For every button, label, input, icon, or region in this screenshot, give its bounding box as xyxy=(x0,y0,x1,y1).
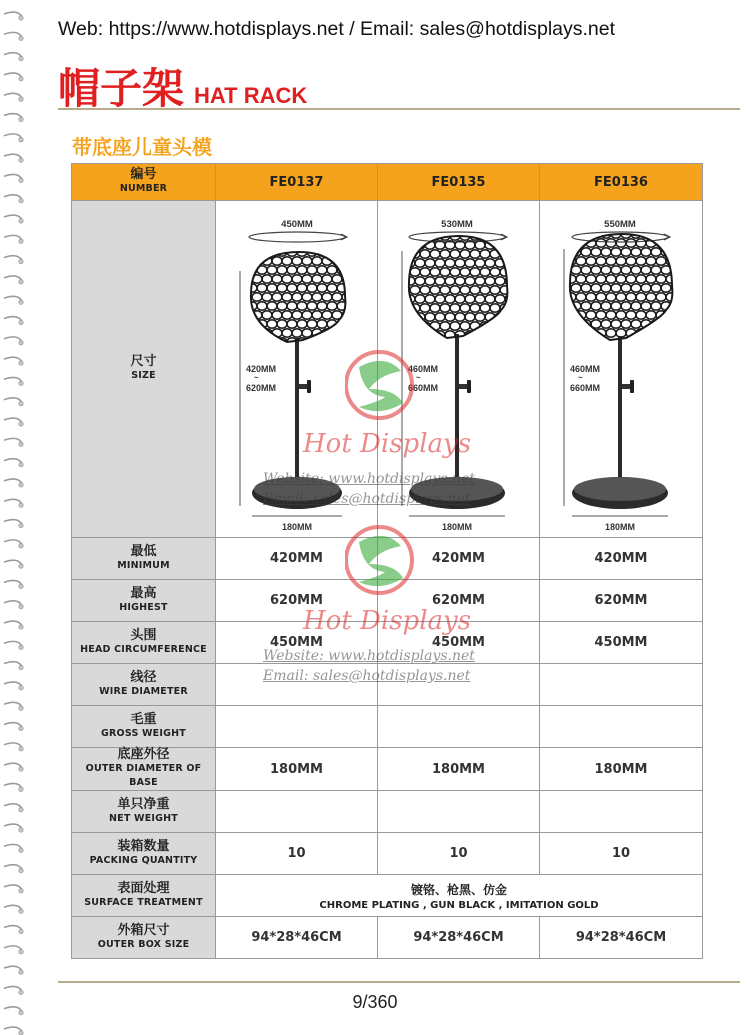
table-row: 底座外径 OUTER DIAMETER OF BASE 180MM 180MM 180MM xyxy=(72,748,703,791)
product-diagram xyxy=(540,201,703,538)
title-english: HAT RACK xyxy=(194,83,308,108)
page-title xyxy=(58,56,308,113)
page-number: 9/360 xyxy=(352,992,398,1012)
height-min-label: 420MM xyxy=(246,364,277,374)
table-row: 最低 MINIMUM 420MM 420MM 420MM xyxy=(72,538,703,580)
table-row: 头围 HEAD CIRCUMFERENCE 450MM 450MM 450MM xyxy=(72,622,703,664)
table-row: 装箱数量 PACKING QUANTITY 10 10 10 xyxy=(72,833,703,875)
watermark-email: Email: sales@hotdisplays.net xyxy=(263,491,471,507)
table-row: 单只净重 NET WEIGHT xyxy=(72,791,703,833)
footer-divider xyxy=(58,981,740,983)
section-title: 带底座儿童头模 xyxy=(72,135,212,159)
product-diagram xyxy=(378,201,540,538)
wire-head xyxy=(561,230,676,340)
watermark-email: Email: sales@hotdisplays.net xyxy=(263,668,471,684)
product-code: FE0136 xyxy=(540,164,703,201)
table-row: 最高 HIGHEST 620MM 620MM 620MM xyxy=(72,580,703,622)
web-contact-line: Web: https://www.hotdisplays.net / Email: sales@hotdisplays.net xyxy=(58,18,616,40)
base-diameter-label: 180MM xyxy=(281,522,313,532)
height-max-label: 660MM xyxy=(570,383,601,393)
watermark-brand: Hot Displays xyxy=(303,429,472,459)
stand-pole xyxy=(618,336,622,491)
stand-pole xyxy=(455,334,459,491)
height-min-label: 460MM xyxy=(408,364,439,374)
number-label: 编号 NUMBER xyxy=(72,164,216,201)
watermark-brand: Hot Displays xyxy=(303,606,472,636)
base-diameter-label: 180MM xyxy=(604,522,636,532)
mannequin-head-diagram xyxy=(540,201,702,537)
mannequin-head-diagram xyxy=(378,201,539,537)
height-max-label: 660MM xyxy=(408,383,439,393)
height-tilde: ~ xyxy=(416,373,421,382)
circumference-label: 550MM xyxy=(604,219,636,230)
height-tilde: ~ xyxy=(578,373,583,382)
spec-table xyxy=(71,163,703,959)
circumference-arrow xyxy=(249,232,345,242)
size-row xyxy=(72,201,703,538)
wire-head xyxy=(400,232,515,339)
header-row xyxy=(72,164,703,201)
surface-row: 表面处理 SURFACE TREATMENT 镀铬、枪黑、仿金 CHROME PLATING , GUN BLACK , IMITATION GOLD xyxy=(72,875,703,917)
product-diagram xyxy=(216,201,378,538)
table-row: 毛重 GROSS WEIGHT xyxy=(72,706,703,748)
table-row: 线径 WIRE DIAMETER xyxy=(72,664,703,706)
wire-head xyxy=(242,248,357,346)
circumference-label: 530MM xyxy=(441,219,473,230)
binder-rings xyxy=(0,0,30,1035)
title-chinese: 帽子架 xyxy=(58,64,185,113)
height-min-label: 460MM xyxy=(570,364,601,374)
watermark-website: Website: www.hotdisplays.net xyxy=(263,648,475,664)
stand-pole xyxy=(295,338,299,491)
watermark-website: Website: www.hotdisplays.net xyxy=(263,471,475,487)
outer-box-row: 外箱尺寸 OUTER BOX SIZE 94*28*46CM 94*28*46CM 94*28*46CM xyxy=(72,917,703,959)
product-code: FE0135 xyxy=(378,164,540,201)
height-tilde: ~ xyxy=(254,373,259,382)
header-divider xyxy=(58,108,740,110)
base-diameter-label: 180MM xyxy=(441,522,473,532)
circumference-label: 450MM xyxy=(281,219,313,230)
size-label: 尺寸 SIZE xyxy=(72,201,216,538)
mannequin-head-diagram xyxy=(216,201,377,537)
height-max-label: 620MM xyxy=(246,383,277,393)
product-code: FE0137 xyxy=(216,164,378,201)
